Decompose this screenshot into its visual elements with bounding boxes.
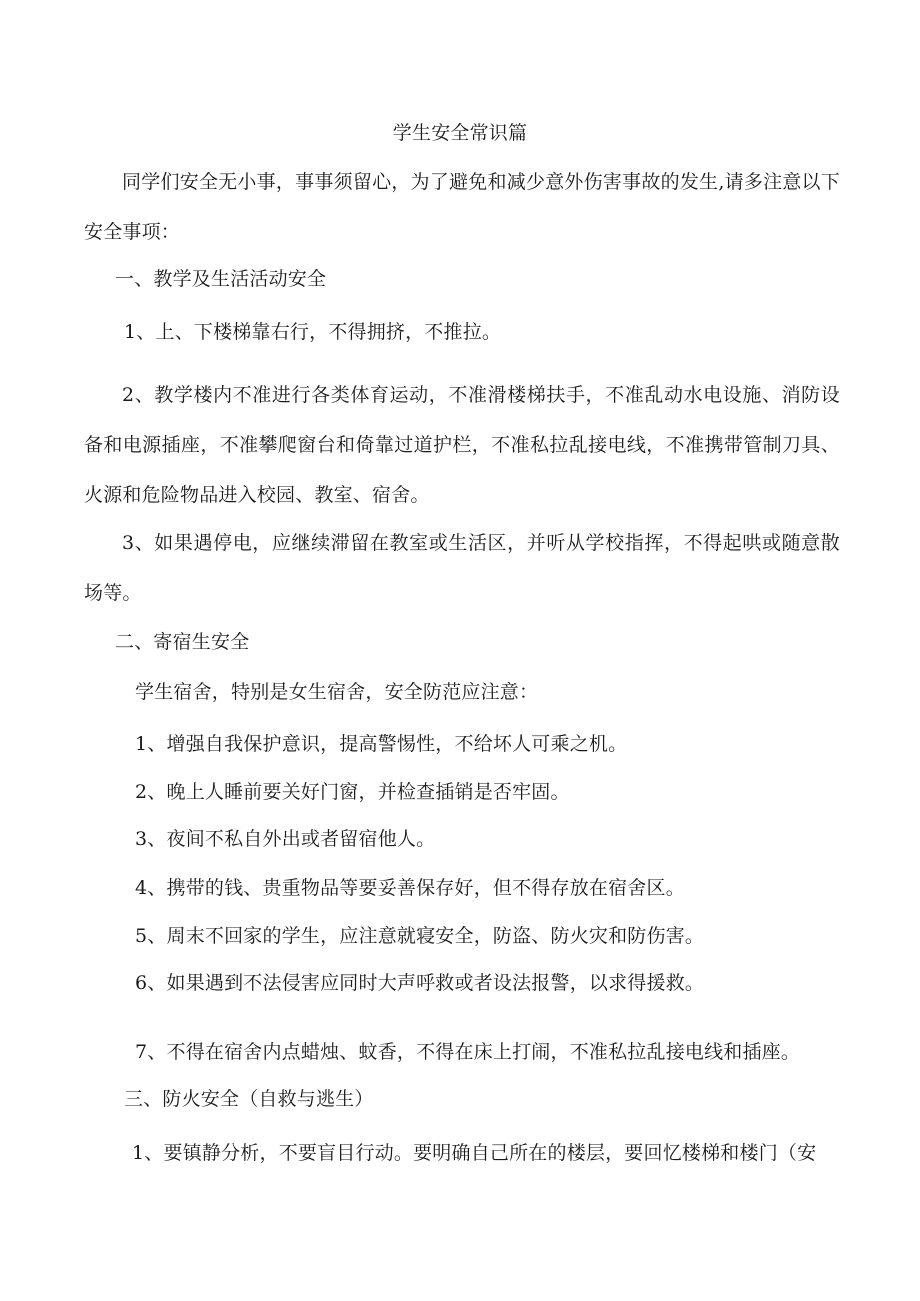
section-2-item-2: 2、晚上人睡前要关好门窗，并检查插销是否牢固。 <box>135 781 570 803</box>
section-1-heading: 一、教学及生活活动安全 <box>115 268 327 290</box>
section-3-item-1: 1、要镇静分析，不要盲目行动。要明确自己所在的楼层，要回忆楼梯和楼门（安 <box>132 1142 817 1164</box>
section-2-item-5: 5、周末不回家的学生，应注意就寝安全，防盗、防火灾和防伤害。 <box>135 925 705 947</box>
section-2-item-6: 6、如果遇到不法侵害应同时大声呼救或者设法报警，以求得援救。 <box>135 972 705 994</box>
section-1-item-2: 2、教学楼内不准进行各类体育运动，不准滑楼梯扶手，不准乱动水电设施、消防设备和电源插座，不准攀爬窗台和倚靠过道护栏，不准私拉乱接电线，不准携带管制刀具、火源和危险物品进入校园、教室、宿舍。 <box>84 384 840 506</box>
section-1-item-3: 3、如果遇停电，应继续滞留在教室或生活区，并听从学校指挥，不得起哄或随意散场等。 <box>84 532 840 604</box>
document-title: 学生安全常识篇 <box>392 122 528 144</box>
section-3-heading: 三、防火安全（自救与逃生） <box>124 1088 374 1110</box>
section-2-item-1: 1、增强自我保护意识，提高警惕性，不给坏人可乘之机。 <box>135 733 628 755</box>
section-2-item-3: 3、夜间不私自外出或者留宿他人。 <box>135 828 436 850</box>
section-1-item-1: 1、上、下楼梯靠右行，不得拥挤，不推拉。 <box>124 321 502 343</box>
intro-paragraph: 同学们安全无小事，事事须留心，为了避免和减少意外伤害事故的发生,请多注意以下安全事项： <box>84 171 840 243</box>
section-2-heading: 二、寄宿生安全 <box>115 631 250 653</box>
section-2-lead: 学生宿舍，特别是女生宿舍，安全防范应注意： <box>135 681 539 703</box>
section-2-item-4: 4、携带的钱、贵重物品等要妥善保存好，但不得存放在宿舍区。 <box>135 877 685 899</box>
section-2-item-7: 7、不得在宿舍内点蜡烛、蚊香，不得在床上打闹，不准私拉乱接电线和插座。 <box>135 1041 801 1063</box>
